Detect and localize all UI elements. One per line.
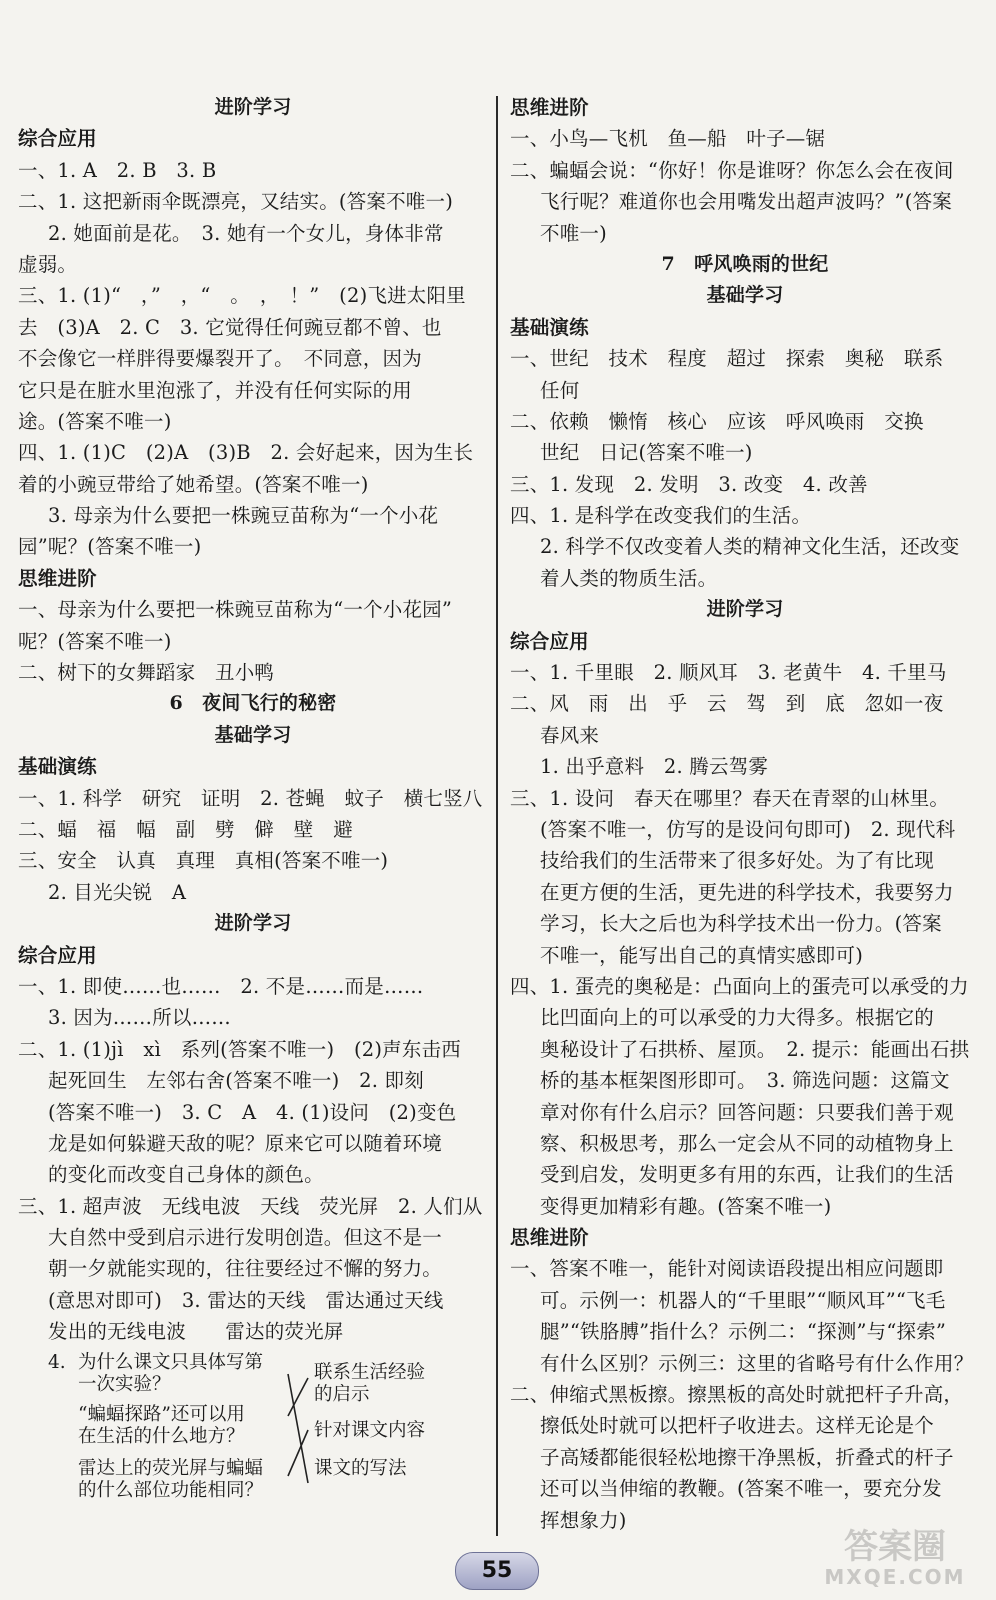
text-line: 不唯一) [540, 221, 607, 245]
watermark-text: 答案圈 [844, 1527, 946, 1567]
match-question: 雷达上的荧光屏与蝙蝠 [78, 1457, 264, 1479]
text-line: 有什么区别？示例三：这里的省略号有什么作用？ [540, 1351, 974, 1375]
match-question: 在生活的什么地方？ [78, 1425, 245, 1447]
text-line: 着的小豌豆带给了她希望。(答案不唯一) [18, 472, 369, 496]
text-line: 发出的无线电波 雷达的荧光屏 [48, 1320, 344, 1344]
text-line: 2. 科学不仅改变着人类的精神文化生活，还改变 [540, 535, 960, 559]
section-heading: 综合应用 [18, 943, 97, 967]
text-line: 还可以当伸缩的教鞭。(答案不唯一，要充分发 [540, 1477, 942, 1501]
text-line: 二、树下的女舞蹈家 丑小鸭 [18, 661, 275, 685]
text-line: 朝一夕就能实现的，往往要经过不懈的努力。 [48, 1257, 443, 1281]
text-line: 二、1. (1)jì xì 系列(答案不唯一) (2)声东击西 [18, 1037, 461, 1061]
section-heading: 进阶学习 [706, 598, 784, 621]
text-line: 二、依赖 懒惰 核心 应该 呼风唤雨 交换 [510, 409, 924, 433]
text-line: 不会像它一样胖得要爆裂开了。 不同意，因为 [18, 347, 422, 371]
matching-exercise [18, 1348, 488, 1518]
text-line: 园”呢？(答案不唯一) [18, 535, 202, 559]
text-line: 一、答案不唯一，能针对阅读语段提出相应问题即 [510, 1257, 944, 1281]
text-line: 呢？(答案不唯一) [18, 629, 172, 653]
text-line: 二、蝙蝠会说：“你好！你是谁呀？你怎么会在夜间 [510, 158, 954, 182]
section-heading: 基础学习 [706, 284, 784, 307]
text-line: 察、积极思考，那么一定会从不同的动植物身上 [540, 1131, 954, 1155]
text-line: 一、母亲为什么要把一株豌豆苗称为“一个小花园” [18, 598, 453, 622]
text-line: 变得更加精彩有趣。(答案不唯一) [540, 1194, 832, 1218]
text-line: 一、1. 即使……也…… 2. 不是……而是…… [18, 974, 424, 998]
match-answer: 联系生活经验 [314, 1361, 426, 1383]
text-line: 途。(答案不唯一) [18, 409, 172, 433]
text-line: 任何 [540, 378, 580, 402]
text-line: 在更方便的生活，更先进的科学技术，我要努力 [540, 880, 954, 904]
watermark-url: MXQE.COM [824, 1565, 966, 1589]
page-number: 55 [455, 1552, 539, 1590]
text-line: 可。示例一：机器人的“千里眼”“顺风耳”“飞毛 [540, 1288, 946, 1312]
section-heading: 6 夜间飞行的秘密 [169, 692, 337, 715]
section-heading: 进阶学习 [214, 912, 292, 935]
text-line: 三、1. 发现 2. 发明 3. 改变 4. 改善 [510, 472, 868, 496]
match-answer: 针对课文内容 [314, 1419, 426, 1441]
section-heading: 基础演练 [18, 755, 97, 779]
text-line: 它只是在脏水里泡涨了，并没有任何实际的用 [18, 378, 413, 402]
section-heading: 综合应用 [510, 629, 589, 653]
text-line: 二、1. 这把新雨伞既漂亮，又结实。(答案不唯一) [18, 190, 454, 214]
left-column [18, 92, 488, 1518]
text-line: 受到启发，发明更多有用的东西，让我们的生活 [540, 1163, 954, 1187]
text-line: 大自然中受到启示进行发明创造。但这不是一 [48, 1226, 443, 1250]
text-line: 桥的基本框架图形即可。 3. 筛选问题：这篇文 [540, 1069, 950, 1093]
section-heading: 基础学习 [214, 723, 292, 746]
text-line: 3. 母亲为什么要把一株豌豆苗称为“一个小花 [48, 504, 439, 528]
watermark-logo [810, 1528, 980, 1592]
text-line: 挥想象力) [540, 1508, 627, 1532]
text-line: 着人类的物质生活。 [540, 566, 718, 590]
text-line: 一、1. A 2. B 3. B [18, 158, 217, 182]
text-line: 3. 因为……所以…… [48, 1006, 232, 1030]
text-line: 2. 目光尖锐 A [48, 880, 187, 904]
right-column [510, 92, 980, 1536]
text-line: 三、安全 认真 真理 真相(答案不唯一) [18, 849, 389, 873]
section-heading: 思维进阶 [18, 566, 97, 590]
text-line: 去 (3)A 2. C 3. 它觉得任何豌豆都不曾、也 [18, 315, 442, 339]
text-line: 奥秘设计了石拱桥、屋顶。 2. 提示：能画出石拱 [540, 1037, 970, 1061]
text-line: 一、小鸟—飞机 鱼—船 叶子—锯 [510, 127, 826, 151]
text-line: (答案不唯一) 3. C A 4. (1)设问 (2)变色 [48, 1100, 457, 1124]
text-line: 1. 出乎意料 2. 腾云驾雾 [540, 755, 769, 779]
text-line: 的变化而改变自己身体的颜色。 [48, 1163, 324, 1187]
text-line: 春风来 [540, 723, 600, 747]
question-number: 4. [48, 1351, 66, 1373]
text-line: 三、1. 设问 春天在哪里？春天在青翠的山林里。 [510, 786, 950, 810]
match-question: 为什么课文只具体写第 [78, 1351, 264, 1373]
text-line: 二、风 雨 出 乎 云 驾 到 底 忽如一夜 [510, 692, 944, 716]
text-line: 龙是如何躲避天敌的呢？原来它可以随着环境 [48, 1131, 443, 1155]
text-line: 腿”“铁胳膊”指什么？示例二：“探测”与“探索” [540, 1320, 947, 1344]
text-line: 不唯一，能写出自己的真情实感即可) [540, 943, 864, 967]
text-line: 一、1. 千里眼 2. 顺风耳 3. 老黄牛 4. 千里马 [510, 661, 947, 685]
match-question: “蝙蝠探路”还可以用 [78, 1403, 245, 1425]
text-line: 章对你有什么启示？回答问题：只要我们善于观 [540, 1100, 954, 1124]
section-heading: 基础演练 [510, 315, 589, 339]
text-line: (意思对即可) 3. 雷达的天线 雷达通过天线 [48, 1288, 444, 1312]
text-line: 三、1. 超声波 无线电波 天线 荧光屏 2. 人们从 [18, 1194, 483, 1218]
text-line: 二、伸缩式黑板擦。擦黑板的高处时就把杆子升高， [510, 1383, 964, 1407]
text-line: 2. 她面前是花。 3. 她有一个女儿，身体非常 [48, 221, 444, 245]
text-line: 子高矮都能很轻松地擦干净黑板，折叠式的杆子 [540, 1445, 954, 1469]
text-line: 四、1. 蛋壳的奥秘是：凸面向上的蛋壳可以承受的力 [510, 974, 969, 998]
match-answer: 课文的写法 [314, 1457, 407, 1479]
text-line: 技给我们的生活带来了很多好处。为了有比现 [540, 849, 935, 873]
match-question: 一次实验？ [78, 1373, 171, 1395]
text-line: 四、1. 是科学在改变我们的生活。 [510, 504, 812, 528]
section-heading: 综合应用 [18, 127, 97, 151]
text-line: 世纪 日记(答案不唯一) [540, 441, 753, 465]
match-question: 的什么部位功能相同？ [78, 1479, 264, 1501]
text-line: (答案不唯一，仿写的是设问句即可) 2. 现代科 [540, 817, 956, 841]
section-heading: 思维进阶 [510, 1226, 589, 1250]
match-answer: 的启示 [314, 1383, 370, 1405]
text-line: 起死回生 左邻右舍(答案不唯一) 2. 即刻 [48, 1069, 424, 1093]
section-heading: 思维进阶 [510, 96, 589, 119]
text-line: 一、世纪 技术 程度 超过 探索 奥秘 联系 [510, 347, 944, 371]
section-heading: 7 呼风唤雨的世纪 [661, 252, 829, 275]
text-line: 比凹面向上的可以承受的力大得多。根据它的 [540, 1006, 935, 1030]
text-line: 四、1. (1)C (2)A (3)B 2. 会好起来，因为生长 [18, 441, 474, 465]
match-connector [288, 1378, 308, 1416]
section-heading: 进阶学习 [214, 96, 292, 118]
text-line: 一、1. 科学 研究 证明 2. 苍蝇 蚊子 横七竖八 [18, 786, 483, 810]
text-line: 二、蝠 福 幅 副 劈 僻 壁 避 [18, 817, 353, 841]
text-line: 学习，长大之后也为科学技术出一份力。(答案 [540, 912, 942, 936]
match-connector [288, 1374, 308, 1483]
text-line: 擦低处时就可以把杆子收进去。这样无论是个 [540, 1414, 935, 1438]
text-line: 虚弱。 [18, 252, 78, 276]
text-line: 三、1. (1)“ ，” ，“ 。 ， ！” (2)飞进太阳里 [18, 284, 466, 308]
text-line: 飞行呢？难道你也会用嘴发出超声波吗？”(答案 [540, 190, 952, 214]
matching-lines [18, 1348, 488, 1518]
column-divider [496, 96, 498, 1536]
